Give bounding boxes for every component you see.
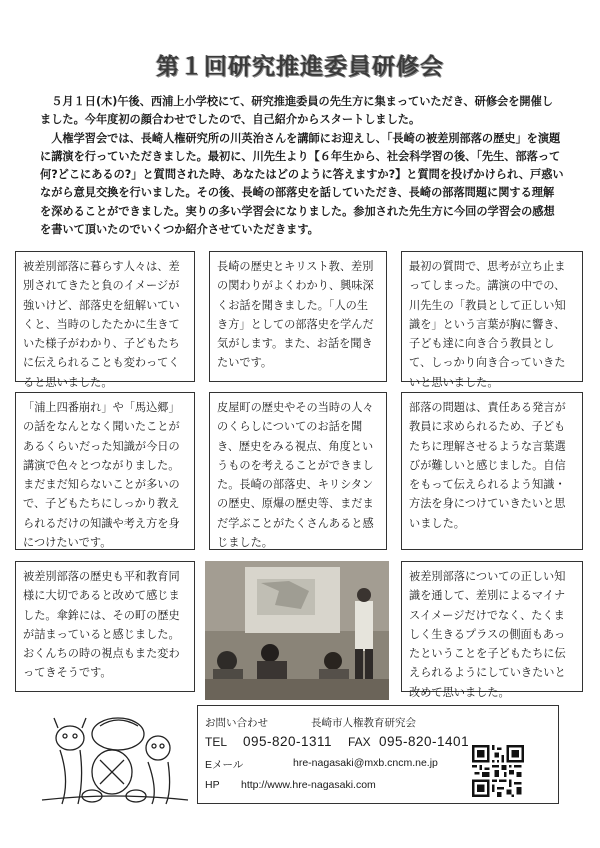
email-label: Eメール	[205, 759, 244, 771]
mascot-illustration	[40, 700, 190, 808]
intro-paragraph-2: 人権学習会では、長崎人権研究所の川英治さんを講師にお迎えし、「長崎の被差別部落の歴史」を演題に講演を行っていただきました。最初に、川先生より【６年生から、社会科学習の後、「先生、部落って何?どこにあるの?」と質問された時、あなたはどのように答えますか?】と質問を投げかけられ、戸惑いながら意見交換を行いました。その後、長崎の部落史を話していただき、長崎の部落問題に関する理解を深めることができました。実りの多い学習会になりました。参加された先生方に今回の学習会の感想を書いて頂いたのでいくつか紹介させていただきます。	[40, 131, 564, 237]
comment-box-6: 部落の問題は、責任ある発言が教員に求められるため、子どもたちに理解させるような言葉選びが難しいと感じました。自信をもって伝えられるよう知識・方法を身につけていきたいと思いました。	[401, 392, 583, 550]
tel-label: TEL	[205, 735, 228, 749]
comment-box-2: 長崎の歴史とキリスト教、差別の関わりがよくわかり、興味深くお話を聞きました。「人の生き方」としての部落史を学んだ気がします。また、お話を聞きたいです。	[209, 251, 387, 382]
email-address[interactable]: hre-nagasaki@mxb.cncm.ne.jp	[293, 757, 438, 769]
comment-box-7: 被差別部落の歴史も平和教育同様に大切であると改めて感じました。傘鉾には、その町の歴史が詰まっていると感じました。おくんちの時の視点もまた変わってきそうです。	[15, 561, 195, 692]
comment-box-1: 被差別部落に暮らす人々は、差別されてきたと負のイメージが強いけど、部落史を紐解いていくと、当時のしたたかに生きていた様子がわかり、子どもたちに伝えられることも変わってくると思いました。	[15, 251, 195, 382]
comment-box-4: 「浦上四番崩れ」や「馬込郷」の話をなんとなく聞いたことがあるくらいだった知識が今日の講演で色々とつながりました。まだまだ知らないことが多いので、子どもたちにしっかり教えられるだけの知識や考え方を身につけたいです。	[15, 392, 195, 550]
tel-number[interactable]: 095-820-1311	[243, 734, 333, 749]
contact-label: お問い合わせ	[205, 717, 268, 729]
comment-box-3: 最初の質問で、思考が立ち止まってしまった。講演の中での、川先生の「教員として正しい知識を」という言葉が胸に響き、子ども達に向き合う教員として、しっかり向き合っていきたいと思いました。	[401, 251, 583, 382]
lecture-photo-image	[205, 561, 389, 700]
intro-paragraph-1: ５月１日(木)午後、西浦上小学校にて、研究推進委員の先生方に集まっていただき、研修会を開催しました。今年度初の顔合わせでしたので、自己紹介からスタートしました。	[40, 95, 553, 127]
intro-text	[40, 93, 564, 239]
organization-name: 長崎市人権教育研究会	[311, 717, 416, 729]
homepage-url[interactable]: http://www.hre-nagasaki.com	[241, 779, 376, 791]
page-title: 第１回研究推進委員研修会	[156, 54, 444, 80]
comment-box-8: 被差別部落についての正しい知識を通して、差別によるマイナスイメージだけでなく、たくましく生きるプラスの側面もあったということを子どもたちに伝えられるようにしていきたいと改めて思いました。	[401, 561, 583, 692]
qr-code-icon[interactable]	[472, 745, 524, 797]
comment-box-5: 皮屋町の歴史やその当時の人々のくらしについてのお話を聞き、歴史をみる視点、角度というものを考えることができました。長崎の部落史、キリシタンの歴史、原爆の歴史等、まだまだ学ぶことがたくさんあると感じました。	[209, 392, 387, 550]
homepage-label: HP	[205, 779, 220, 791]
lecture-photo	[205, 561, 389, 700]
fax-number[interactable]: 095-820-1401	[379, 734, 470, 749]
fax-label: FAX	[348, 735, 371, 749]
